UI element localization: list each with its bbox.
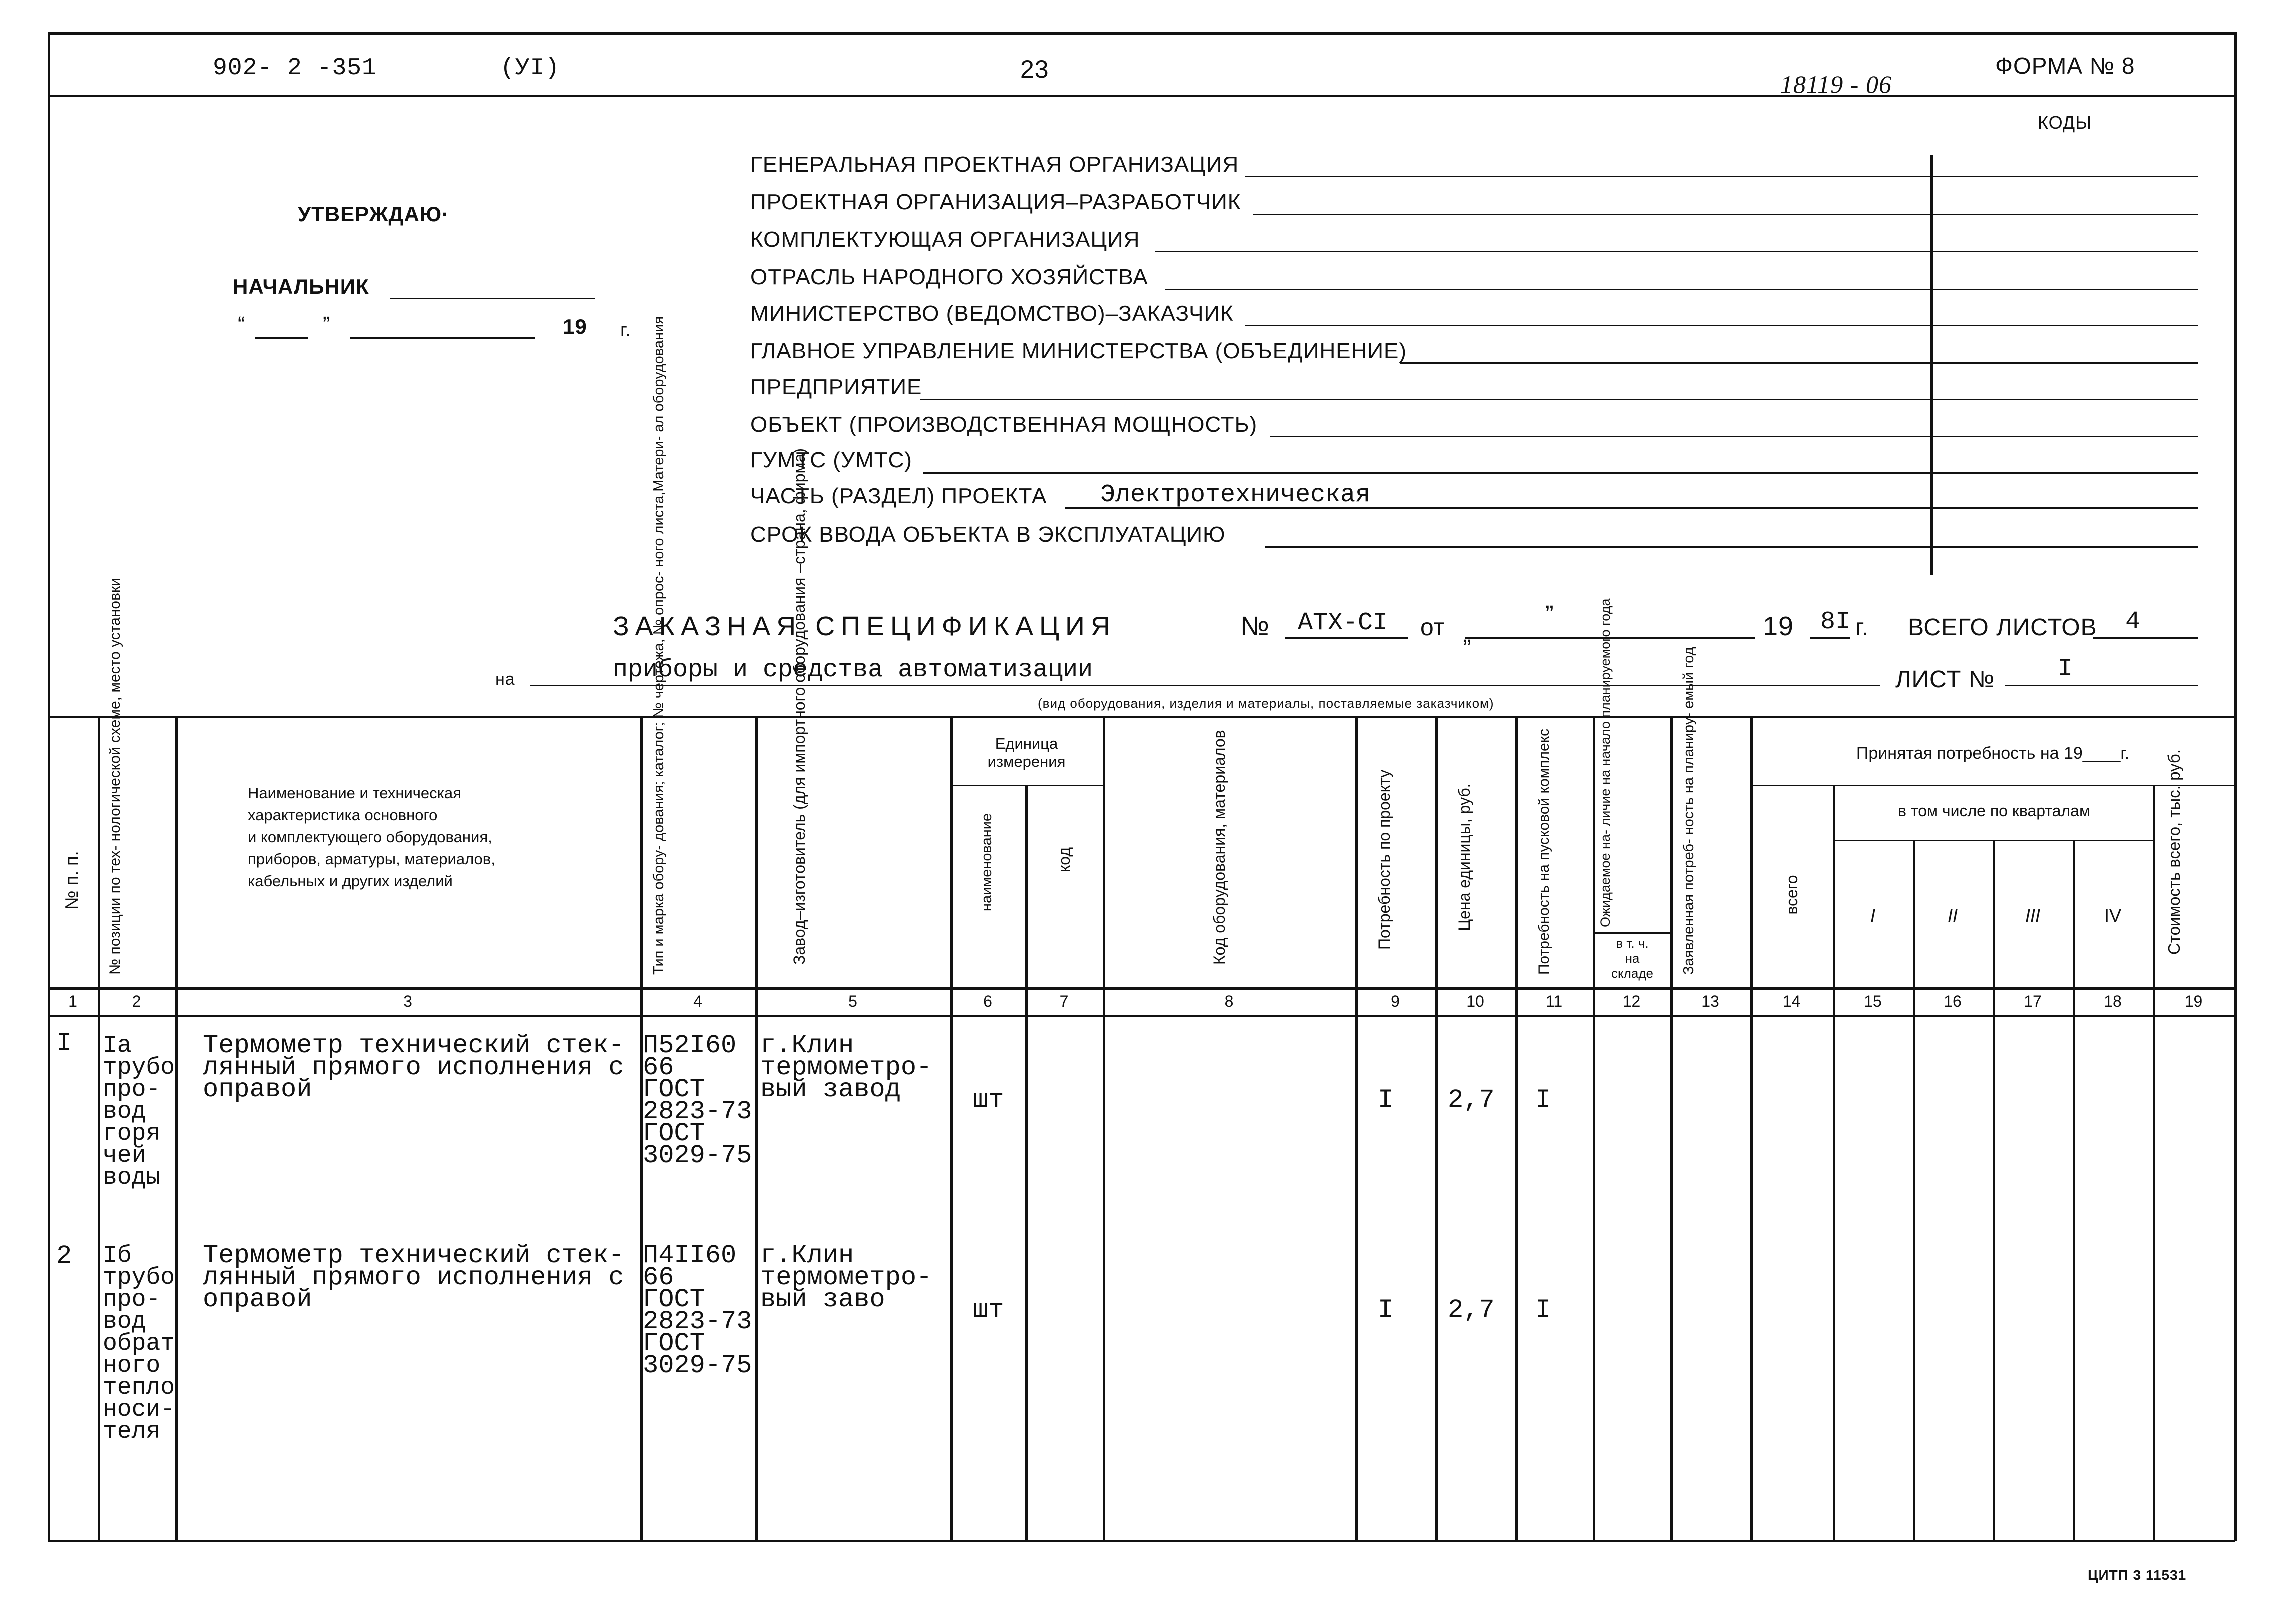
col-header-19: Стоимость всего, тыс. руб. (2165, 750, 2183, 955)
col-header-17: III (2025, 906, 2040, 926)
org-field-label: ОТРАСЛЬ НАРОДНОГО ХОЗЯЙСТВА (750, 265, 1148, 290)
col-number: 7 (1059, 992, 1069, 1010)
row-number: 2 (56, 1242, 72, 1271)
col-number: 6 (983, 992, 992, 1010)
form-label: ФОРМА № 8 (1995, 53, 2135, 79)
spec-total-sheets-label: ВСЕГО ЛИСТОВ (1908, 614, 2097, 641)
row-unit: шт (973, 1086, 1004, 1115)
org-field-line[interactable] (1165, 289, 2198, 290)
spec-from-label: от (1420, 614, 1445, 641)
row-need: I (1378, 1086, 1394, 1115)
col-number: 12 (1622, 992, 1641, 1010)
spec-number-label: № (1240, 612, 1270, 642)
row-launch: I (1535, 1296, 1551, 1325)
spec-on-label: на (495, 670, 515, 689)
org-field-line[interactable] (1253, 214, 2198, 216)
row-position: Iа трубо про- вод горя чей воды (103, 1032, 175, 1192)
org-field-label: ПРОЕКТНАЯ ОРГАНИЗАЦИЯ–РАЗРАБОТЧИК (750, 190, 1241, 214)
codes-column-divider (1930, 155, 1933, 575)
spec-number: АТХ-СI (1298, 609, 1388, 638)
col-header-11: Потребность на пусковой комплекс (1536, 728, 1552, 975)
date-year-prefix: 19 (563, 315, 587, 338)
date-day-line[interactable] (255, 338, 308, 339)
col-header-4: Тип и марка обору- дования; каталог; № чертежа, № опрос- ного листа,Матери- ал оборудования (651, 316, 667, 975)
org-field-label: ГЕНЕРАЛЬНАЯ ПРОЕКТНАЯ ОРГАНИЗАЦИЯ (750, 152, 1239, 177)
codes-label: КОДЫ (2038, 112, 2092, 133)
spec-sheet: I (2058, 655, 2073, 684)
spec-subject-hint: (вид оборудования, изделия и материалы, поставляемые заказчиком) (1038, 696, 1494, 711)
org-field-label: ПРЕДПРИЯТИЕ (750, 375, 922, 400)
row-type: П52I60 66 ГОСТ 2823-73 ГОСТ 3029-75 (643, 1031, 752, 1170)
org-field-line[interactable] (920, 399, 2198, 400)
row-price: 2,7 (1448, 1086, 1495, 1115)
col-number: 3 (403, 992, 412, 1010)
accepted-group-header: Принятая потребность на 19____г. (1856, 744, 2130, 763)
org-field-label: ГЛАВНОЕ УПРАВЛЕНИЕ МИНИСТЕРСТВА (ОБЪЕДИНЕНИЕ) (750, 339, 1407, 364)
footer-stamp: ЦИТП 3 11531 (2088, 1568, 2187, 1583)
spec-year-line[interactable] (1810, 638, 1850, 639)
row-price: 2,7 (1448, 1296, 1495, 1325)
spec-total-sheets-line[interactable] (2093, 638, 2198, 639)
org-field-line[interactable] (1270, 436, 2198, 438)
col-header-7: код (1055, 847, 1073, 873)
col-number: 19 (2184, 992, 2203, 1010)
spec-sheet-label: ЛИСТ № (1895, 666, 1995, 693)
col-header-18: IV (2104, 906, 2121, 926)
spec-quote-open: ” (1545, 600, 1554, 628)
col-header-10: Цена единицы, руб. (1455, 784, 1473, 932)
date-month-line[interactable] (350, 338, 535, 339)
row-need: I (1378, 1296, 1394, 1325)
org-field-label: СРОК ВВОДА ОБЪЕКТА В ЭКСПЛУАТАЦИЮ (750, 522, 1226, 547)
org-field-line[interactable] (923, 472, 2198, 474)
page-number: 23 (1020, 56, 1049, 84)
col-header-12-sub: в т. ч. на складе (1611, 936, 1653, 981)
org-field-label: ЧАСТЬ (РАЗДЕЛ) ПРОЕКТА (750, 484, 1047, 508)
date-year-suffix: г. (620, 320, 631, 341)
spec-year: 8I (1820, 608, 1851, 636)
col-number: 9 (1391, 992, 1400, 1010)
quarters-group-header: в том числе по кварталам (1898, 802, 2090, 820)
spec-number-line[interactable] (1285, 638, 1408, 639)
row-launch: I (1535, 1086, 1551, 1115)
col-number: 15 (1864, 992, 1882, 1010)
col-number: 2 (132, 992, 141, 1010)
inventory-number: 18119 - 06 (1780, 70, 1892, 98)
col-number: 10 (1466, 992, 1484, 1010)
col-header-9: Потребность по проекту (1375, 770, 1393, 950)
approve-label: УТВЕРЖДАЮ· (298, 202, 450, 226)
spec-title: ЗАКАЗНАЯ СПЕЦИФИКАЦИЯ (613, 612, 1116, 642)
row-maker: г.Клин термометро- вый заво (760, 1241, 932, 1314)
org-field-line[interactable] (1245, 176, 2198, 178)
row-type: П4II60 66 ГОСТ 2823-73 ГОСТ 3029-75 (643, 1241, 752, 1380)
row-name: Термометр технический стек- лянный прямого исполнения с оправой (203, 1031, 624, 1104)
org-field-line[interactable] (1155, 251, 2198, 252)
col-header-14: всего (1783, 875, 1801, 915)
row-unit: шт (973, 1296, 1004, 1325)
col-number: 4 (693, 992, 702, 1010)
org-field-line[interactable] (1265, 546, 2198, 548)
spec-sheet-line[interactable] (2005, 685, 2198, 686)
spec-quote-close: ” (1463, 634, 1472, 662)
spec-total-sheets: 4 (2125, 608, 2141, 636)
col-header-12: Ожидаемое на- личие на начало планируемого года (1598, 598, 1613, 928)
volume-label: (УI) (500, 55, 560, 82)
chief-signature-line[interactable] (390, 298, 595, 300)
org-field-line[interactable] (1065, 508, 2198, 509)
spec-year-prefix: 19 (1763, 612, 1794, 642)
date-quote-close: ” (323, 312, 331, 337)
spec-year-suffix: г. (1855, 614, 1869, 641)
col-number: 18 (2104, 992, 2122, 1010)
org-field-line[interactable] (1400, 362, 2198, 364)
spec-subject: приборы и средства автоматизации (613, 656, 1093, 684)
col-header-16: II (1947, 906, 1958, 926)
row-name: Термометр технический стек- лянный прямого исполнения с оправой (203, 1241, 624, 1314)
unit-group-header: Единица измерения (987, 735, 1066, 770)
spec-subject-line[interactable] (530, 685, 1880, 686)
col-header-8: Код оборудования, материалов (1210, 730, 1228, 965)
org-field-label: МИНИСТЕРСТВО (ВЕДОМСТВО)–ЗАКАЗЧИК (750, 302, 1234, 326)
row-number: I (56, 1029, 72, 1058)
org-field-value: Электротехническая (1100, 481, 1371, 510)
col-header-2: № позиции по тех- нологической схеме, место установки (107, 578, 123, 975)
col-header-6: наименование (979, 813, 995, 912)
col-header-1: № п. п. (61, 851, 82, 910)
col-header-15: I (1870, 906, 1875, 926)
col-number: 11 (1545, 992, 1563, 1010)
org-field-label: ГУМТС (УМТС) (750, 448, 912, 472)
chief-label: НАЧАЛЬНИК (233, 275, 369, 298)
row-maker: г.Клин термометро- вый завод (760, 1031, 932, 1104)
col-number: 14 (1782, 992, 1801, 1010)
col-number: 17 (2024, 992, 2042, 1010)
date-quote-open: “ (238, 312, 246, 337)
row-position: Iб трубо про- вод обрат ного тепло носи- теля (103, 1242, 175, 1446)
col-number: 13 (1701, 992, 1719, 1010)
col-number: 5 (848, 992, 857, 1010)
doc-code: 902- 2 -351 (213, 55, 377, 82)
col-header-13: Заявленная потреб- ность на планиру- емый год (1681, 647, 1697, 975)
org-field-line[interactable] (1245, 325, 2198, 326)
col-header-5: Завод–изготовитель (для импортного оборудования –страна, фирма) (790, 448, 808, 965)
org-field-label: ОБЪЕКТ (ПРОИЗВОДСТВЕННАЯ МОЩНОСТЬ) (750, 412, 1258, 437)
org-field-label: КОМПЛЕКТУЮЩАЯ ОРГАНИЗАЦИЯ (750, 228, 1140, 252)
col-number: 1 (68, 992, 77, 1010)
col-header-3: Наименование и техническая характеристика основного и комплектующего оборудования, приборов, арматуры, материалов, кабельных и других изделий (248, 784, 495, 890)
col-number: 8 (1224, 992, 1234, 1010)
col-number: 16 (1944, 992, 1962, 1010)
